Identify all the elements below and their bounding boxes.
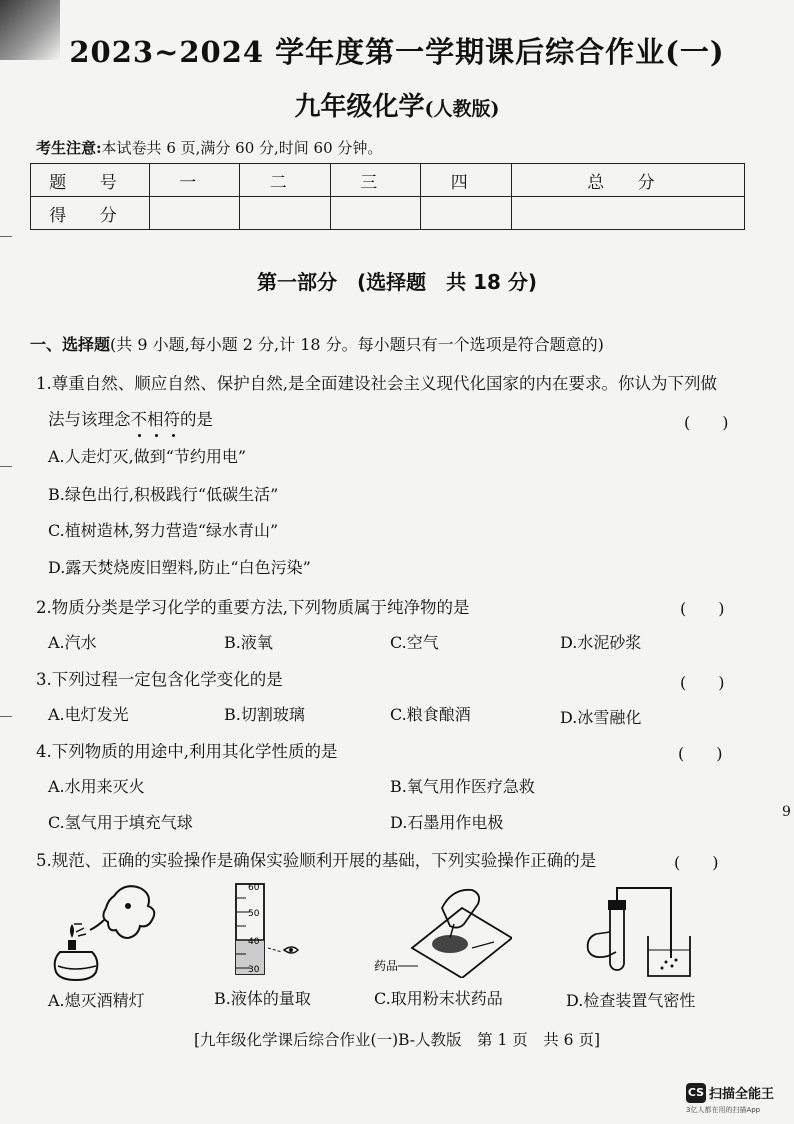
option-2c: C.空气 <box>390 633 439 652</box>
option-1c: C.植树造林,努力营造“绿水青山” <box>48 521 279 540</box>
stem-text: 法与该理念 <box>48 410 131 429</box>
part-subtitle: (选择题 共 18 分) <box>356 270 538 294</box>
question-1-stem-line1: 1.尊重自然、顺应自然、保护自然,是全面建设社会主义现代化国家的内在要求。你认为下列做 <box>36 374 717 393</box>
option-3c: C.粮食酿酒 <box>390 705 471 724</box>
emphasis-text <box>131 410 181 429</box>
question-3-stem: 3.下列过程一定包含化学变化的是 <box>36 670 283 689</box>
answer-blank-2[interactable]: ( ) <box>680 599 725 618</box>
score-cell: 总 分 <box>511 164 744 197</box>
answer-blank-4[interactable]: ( ) <box>678 744 723 763</box>
cylinder-tick-bottom: 30 <box>248 965 260 975</box>
score-cell: 三 <box>330 164 420 197</box>
score-cell: 四 <box>421 164 511 197</box>
figure-d-airtight-check <box>576 878 696 982</box>
exam-title: 2023~2024 学年度第一学期课后综合作业(一) <box>69 35 725 69</box>
notice-text: 本试卷共 6 页,满分 60 分,时间 60 分钟。 <box>101 139 383 157</box>
cylinder-tick-low: 40 <box>248 937 260 947</box>
margin-line <box>0 716 12 717</box>
cylinder-tick-mid: 50 <box>248 909 260 919</box>
part-title: 第一部分 <box>256 270 337 294</box>
margin-line <box>0 466 12 467</box>
option-4c: C.氢气用于填充气球 <box>48 813 193 832</box>
figure-b-measuring-cylinder <box>228 878 318 978</box>
powder-label: 药品 <box>374 959 399 973</box>
scanner-logo: CS <box>686 1083 706 1103</box>
option-3b: B.切割玻璃 <box>224 705 305 724</box>
page-footer: [九年级化学课后综合作业(一)B-人教版 第 1 页 共 6 页] <box>193 1031 601 1049</box>
question-4-stem: 4.下列物质的用途中,利用其化学性质的是 <box>36 742 338 761</box>
option-4d: D.石墨用作电极 <box>390 813 504 832</box>
section-text: (共 9 小题,每小题 2 分,计 18 分。每小题只有一个选项是符合题意的) <box>110 335 604 354</box>
option-1b: B.绿色出行,积极践行“低碳生活” <box>48 485 279 504</box>
score-cell: 题 号 <box>31 164 150 197</box>
subject-name: 九年级化学 <box>294 92 425 122</box>
option-5b: B.液体的量取 <box>214 989 311 1008</box>
score-entry[interactable] <box>421 197 511 230</box>
notice-label: 考生注意: <box>36 139 102 157</box>
answer-blank-3[interactable]: ( ) <box>680 673 725 692</box>
figure-c-powder <box>372 878 512 978</box>
scanner-tagline: 3亿人都在用的扫描App <box>686 1106 761 1114</box>
scanner-watermark <box>686 1082 774 1103</box>
score-table-score-row <box>31 197 745 230</box>
edge-mark: 9 <box>782 804 791 820</box>
edition: (人教版) <box>424 98 500 120</box>
question-5-stem: 5.规范、正确的实验操作是确保实验顺利开展的基础，下列实验操作正确的是 <box>36 851 597 870</box>
question-2-stem: 2.物质分类是学习化学的重要方法,下列物质属于纯净物的是 <box>36 598 470 617</box>
option-1d: D.露天焚烧废旧塑料,防止“白色污染” <box>48 558 311 577</box>
emphasis-words: 不相符 <box>130 410 180 429</box>
option-2a: A.汽水 <box>48 633 97 652</box>
score-cell: 二 <box>240 164 330 197</box>
score-entry[interactable] <box>240 197 330 230</box>
cylinder-tick-top: 60 <box>248 883 260 893</box>
score-table <box>30 163 745 230</box>
score-cell: 得 分 <box>31 197 150 230</box>
option-4a: A.水用来灭火 <box>48 777 145 796</box>
option-2b: B.液氧 <box>224 633 273 652</box>
score-cell: 一 <box>150 164 240 197</box>
section-heading <box>30 332 604 355</box>
score-entry[interactable] <box>150 197 240 230</box>
scanner-name: 扫描全能王 <box>709 1087 775 1102</box>
option-3d: D.冰雪融化 <box>560 708 642 727</box>
candidate-notice <box>36 137 382 158</box>
margin-line <box>0 236 12 237</box>
question-1-stem-line2 <box>48 406 213 430</box>
option-3a: A.电灯发光 <box>48 705 129 724</box>
score-entry[interactable] <box>511 197 744 230</box>
answer-blank-1[interactable]: ( ) <box>684 413 729 432</box>
option-1a: A.人走灯灭,做到“节约用电” <box>48 447 247 466</box>
score-entry[interactable] <box>330 197 420 230</box>
exam-subtitle <box>0 86 794 123</box>
stem-text: 的是 <box>180 410 213 429</box>
option-5d: D.检查装置气密性 <box>566 991 696 1010</box>
part-heading <box>0 266 794 295</box>
option-2d: D.水泥砂浆 <box>560 633 642 652</box>
option-5c: C.取用粉末状药品 <box>374 989 503 1008</box>
figure-a-blowing-lamp <box>44 878 164 984</box>
option-4b: B.氧气用作医疗急救 <box>390 777 535 796</box>
option-5a: A.熄灭酒精灯 <box>48 991 145 1010</box>
score-table-header-row <box>31 164 745 197</box>
section-label: 一、选择题 <box>30 335 111 354</box>
answer-blank-5[interactable]: ( ) <box>674 853 719 872</box>
